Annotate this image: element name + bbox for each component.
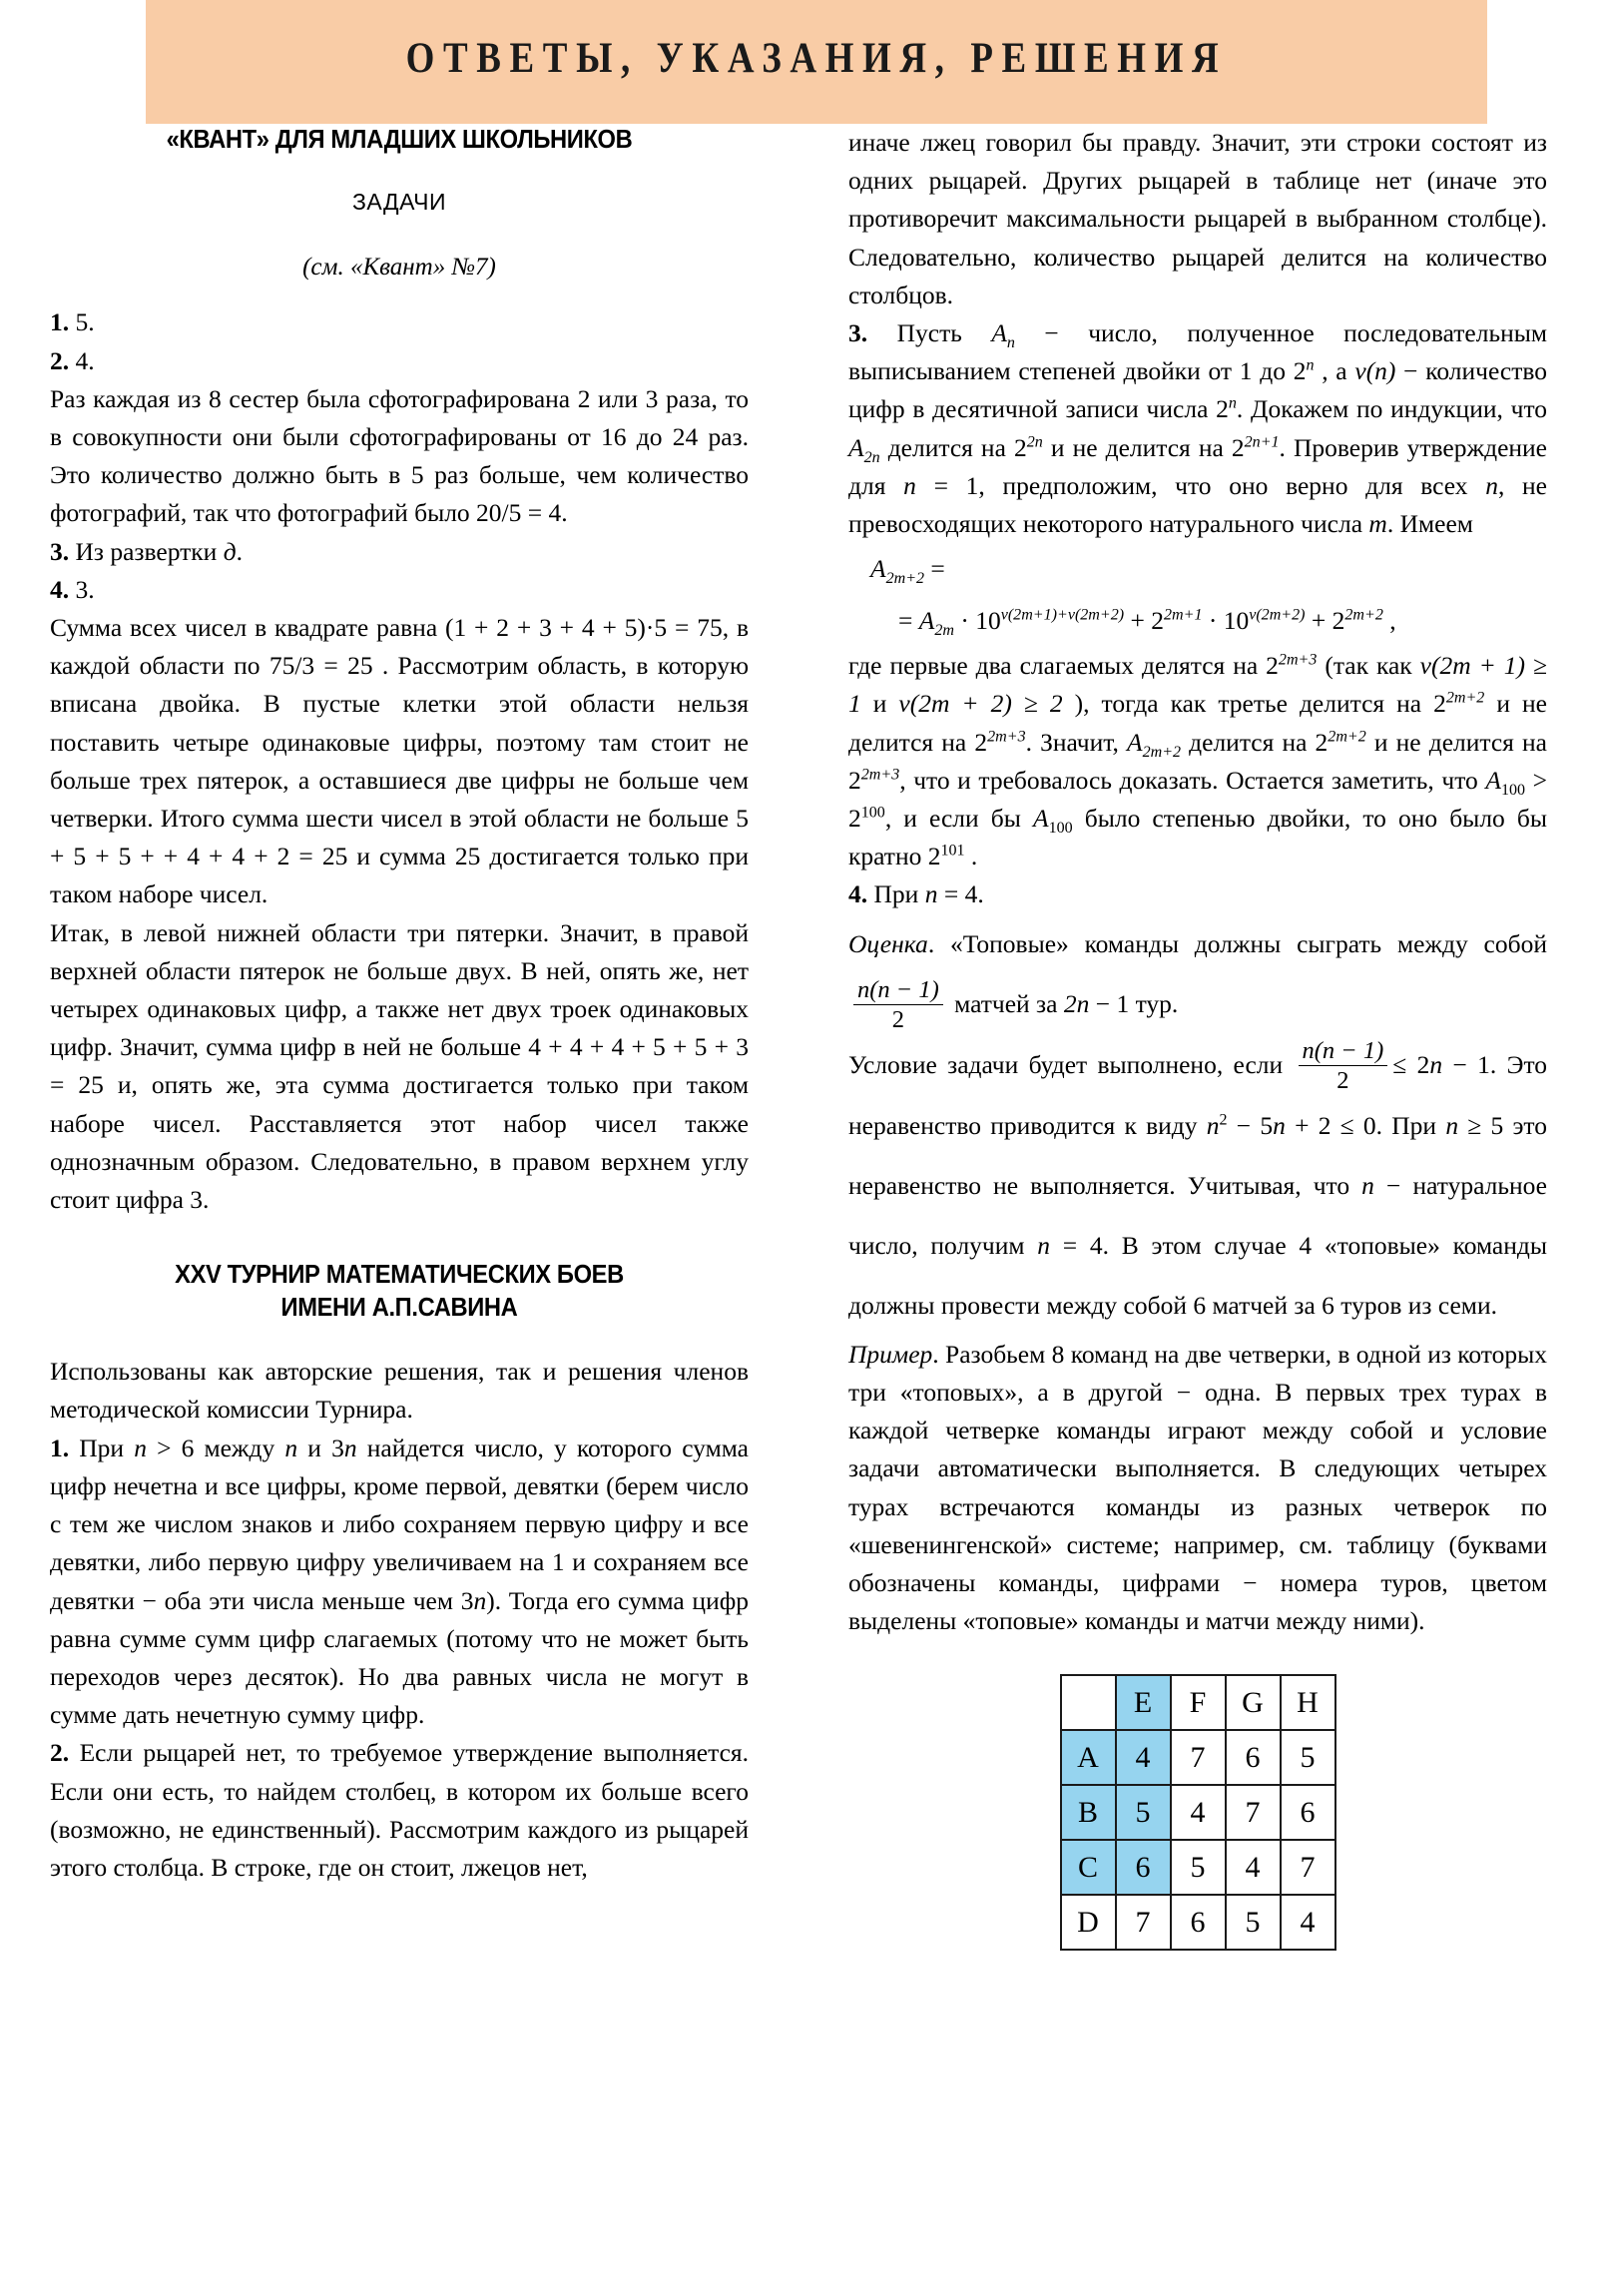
math-sub: n	[1006, 334, 1015, 352]
fraction-denominator: 2	[1299, 1065, 1388, 1094]
tournament-solution-3-cont	[848, 647, 1547, 875]
math-exp: 2m+3	[860, 766, 900, 784]
answer-italic-letter: д	[223, 536, 237, 566]
tournament-solution-3	[848, 314, 1547, 543]
math-nu: ν	[898, 689, 910, 719]
math-base: 2	[1216, 394, 1229, 424]
text-seg: . Значит,	[1025, 727, 1127, 757]
table-row-header-D: D	[1061, 1895, 1116, 1950]
schedule-table-wrap	[848, 1674, 1547, 1951]
section-heading-kvant: «КВАНТ» ДЛЯ МЛАДШИХ ШКОЛЬНИКОВ	[166, 126, 633, 154]
text-seg: и	[860, 689, 899, 719]
math-exp: 2	[1219, 1111, 1228, 1129]
right-column	[848, 124, 1547, 1951]
answer-number: 2.	[50, 345, 70, 375]
text-seg: ,	[1382, 606, 1396, 636]
math-exp: 100	[860, 804, 885, 822]
math-var: n	[1037, 1230, 1051, 1260]
math-var: A	[991, 318, 1007, 348]
table-cell: 4	[1171, 1785, 1226, 1840]
sub-heading-zadachi: ЗАДАЧИ	[352, 189, 446, 215]
table-row-header-B: B	[1061, 1785, 1116, 1840]
text-seg: . При	[1375, 1110, 1446, 1140]
text-seg: . Рассмотрим область, в которую вписана двойка. В пустые клетки этой области нельзя поставить четыре одинаковые цифры, поэтому там стоит не больше трех пятерок, а оставшиеся две цифры не больше чем четверки. Итого сумма шести чисел в этой области не больше 5 + 5 + 5 + + 4 + 4 + 2 = 25 и сумма 25 достигается только при таком наборе чисел.	[50, 651, 750, 909]
math-sub: 2m	[934, 622, 954, 640]
math-var: n	[903, 470, 916, 500]
answer-number: 2.	[50, 1738, 70, 1768]
math-sub: 2m+2	[1142, 743, 1182, 761]
issue-reference: (см. «Квант» №7)	[302, 254, 496, 282]
answer-item-2	[50, 342, 749, 380]
text-seg: найдется число, у которого сумма цифр нечетна и все цифры, кроме первой, девятки (берем число с тем же числом знаков и либо сохраняем первую цифру и все девятки, либо первую цифру увеличиваем на 1 и сохраняем все девятки − оба эти числа меньше чем 3	[50, 1433, 750, 1615]
text-seg: При	[867, 879, 925, 909]
answer-tail: .	[236, 536, 243, 566]
text-seg: и не делится на	[848, 689, 1547, 757]
math-exp: 2m+3	[987, 728, 1026, 746]
math-base: 2	[927, 842, 941, 871]
table-cell: 4	[1226, 1840, 1281, 1895]
math-exp: 101	[940, 842, 965, 860]
tournament-solution-1	[50, 1430, 749, 1735]
math-var: A	[848, 432, 864, 462]
table-corner-cell	[1061, 1675, 1116, 1730]
table-cell: 7	[1116, 1895, 1171, 1950]
math-sub: 2m+2	[885, 570, 925, 588]
text-seg: = 4. В этом случае 4 «топовые» команды должны провести между собой 6 матчей за 6 туров из семи.	[848, 1230, 1547, 1320]
fraction-2	[1299, 1037, 1388, 1095]
table-cell: 5	[1281, 1730, 1335, 1785]
text-seg: делится на	[1181, 727, 1316, 757]
solution-paragraph-2: Раз каждая из 8 сестер была сфотографирована 2 или 3 раза, то в совокупности они были сфотографированы от 16 до 24 раз. Это количество должно быть в 5 раз больше, чем количество фотографий, так что фотографий было 20/5 = 4.	[50, 383, 749, 528]
text-seg: и 3	[297, 1433, 344, 1462]
math-2n: 2n	[1063, 988, 1090, 1018]
answer-number: 1.	[50, 1433, 70, 1462]
tournament-solution-2	[50, 1734, 749, 1887]
table-cell: 5	[1226, 1895, 1281, 1950]
condition-paragraph	[848, 1035, 1547, 1336]
math-ineq: (2m + 2) ≥ 2	[909, 689, 1063, 719]
math-sub: 100	[1500, 781, 1526, 799]
text-seg: + 2	[1305, 606, 1345, 636]
tournament-solution-4	[848, 875, 1547, 913]
tournament-heading-line2: ИМЕНИ А.П.САВИНА	[280, 1294, 518, 1323]
table-cell: 6	[1281, 1785, 1335, 1840]
ocenka-label: Оценка	[848, 928, 928, 958]
text-seg: − число, полученное последовательным выписыванием степеней двойки от 1 до	[848, 318, 1548, 386]
text-seg: ). Тогда его сумма цифр равна сумме сумм цифр слагаемых (потому что не может быть переходов через десяток). Но два равных числа не могут в сумме дать нечетную сумму цифр.	[50, 1585, 749, 1730]
answer-text: 3.	[69, 574, 95, 604]
math-exp: 2n+1	[1244, 433, 1280, 451]
text-seg: . Имеем	[1386, 509, 1473, 539]
answer-item-4	[50, 571, 749, 609]
math-var: n	[924, 879, 938, 909]
table-cell: 5	[1116, 1785, 1171, 1840]
text-seg: · 10	[953, 606, 1001, 636]
text-seg: , а	[1314, 356, 1355, 386]
table-cell: 4	[1281, 1895, 1335, 1950]
math-var: A	[1485, 765, 1501, 795]
math-var: n	[1429, 1049, 1443, 1079]
math-nu: ν	[1419, 651, 1431, 681]
equation-line-1	[848, 543, 1547, 595]
math-var: n	[1206, 1110, 1220, 1140]
solution-paragraph-4a	[50, 609, 749, 914]
math-var: A	[1127, 727, 1143, 757]
text-seg: . «Топовые» команды должны сыграть между собой	[927, 928, 1547, 958]
math-var: n	[343, 1433, 357, 1462]
text-seg: где первые два слагаемых делятся на	[848, 651, 1267, 681]
continuation-paragraph: иначе лжец говорил бы правду. Значит, эти строки состоят из одних рыцарей. Других рыцарей в таблице нет (иначе это противоречит максимальности рыцарей в выбранном столбце). Следовательно, количество рыцарей делится на количество столбцов.	[848, 128, 1547, 309]
ocenka-paragraph	[848, 914, 1547, 1035]
math-var: n	[1445, 1110, 1459, 1140]
text-seg: (так как	[1317, 651, 1420, 681]
math-exp: ν(2m+1)+ν(2m+2)	[1000, 606, 1125, 624]
math-exp: 2m+3	[1278, 651, 1318, 669]
text-seg: − 1. Это неравенство приводится к виду	[848, 1049, 1548, 1140]
math-base: 2	[848, 765, 861, 795]
answer-number: 3.	[848, 318, 868, 348]
answer-text: 5.	[69, 307, 95, 337]
table-row	[1061, 1730, 1335, 1785]
answer-number: 3.	[50, 536, 70, 566]
table-row-header-C: C	[1061, 1840, 1116, 1895]
text-seg: делится на	[879, 432, 1014, 462]
text-seg: =	[898, 606, 919, 636]
table-row	[1061, 1785, 1335, 1840]
table-col-header-F: F	[1171, 1675, 1226, 1730]
schedule-table	[1060, 1674, 1336, 1951]
table-col-header-G: G	[1226, 1675, 1281, 1730]
text-seg: ), тогда как третье делится на	[1062, 689, 1434, 719]
math-nu: ν	[1354, 356, 1366, 386]
primer-paragraph	[848, 1336, 1547, 1641]
fraction-denominator: 2	[853, 1004, 943, 1033]
table-row	[1061, 1840, 1335, 1895]
text-seg: . Разобьем 8 команд на две четверки, в одной из которых три «топовых», а в другой − одна. В первых трех турах в каждой четверке команды играют между собой и условие задачи автоматически выполняется. В следующих четырех турах встречаются команды из разных четверок по «шевенингенской» системе; например, см. таблицу (буквами обозначены команды, цифрами − номера туров, цветом выделены «топовые» команды и матчи между ними).	[848, 1339, 1547, 1636]
math-exp: n	[1228, 394, 1237, 412]
tournament-heading-line1: XXV ТУРНИР МАТЕМАТИЧЕСКИХ БОЕВ	[175, 1261, 624, 1290]
text-seg: Условие задачи будет выполнено, если	[848, 1049, 1294, 1079]
answer-item-1	[50, 303, 749, 341]
math-exp: ν(2m+2)	[1249, 606, 1306, 624]
table-header-row	[1061, 1675, 1335, 1730]
math-base: 2	[974, 727, 988, 757]
table-cell: 6	[1226, 1730, 1281, 1785]
math-exp: 2m+2	[1344, 606, 1383, 624]
text-seg: Если рыцарей нет, то требуемое утверждение выполняется. Если они есть, то найдем столбец, в котором их больше всего (возможно, не единственный). Рассмотрим каждого из рыцарей этого столбца. В строке, где он стоит, лжецов нет,	[50, 1738, 749, 1882]
text-seg: .	[964, 842, 978, 871]
table-row	[1061, 1895, 1335, 1950]
text-seg: Сумма всех чисел в квадрате равна	[50, 613, 445, 643]
math-var: n	[1485, 470, 1498, 500]
table-cell: 6	[1171, 1895, 1226, 1950]
schedule-table-body	[1061, 1675, 1335, 1950]
text-seg: в каждой области по	[50, 613, 749, 681]
fraction-numerator: n(n − 1)	[857, 975, 939, 1003]
equation-line-2	[848, 595, 1547, 647]
math-base: 2	[1231, 432, 1245, 462]
text-seg: . Проверив утверждение для	[848, 432, 1548, 500]
math-exp: 2m+1	[1164, 606, 1203, 624]
table-cell: 5	[1171, 1840, 1226, 1895]
text-seg: , что и требовалось доказать. Остается заметить, что	[899, 765, 1486, 795]
text-seg: − 5	[1227, 1110, 1274, 1140]
text-seg: = 1, предположим, что оно верно для всех	[915, 470, 1486, 500]
fraction-1	[853, 976, 943, 1034]
math-ineq: (2m + 1) ≥ 1	[848, 651, 1547, 719]
math-var: A	[918, 606, 935, 636]
math-nu-arg: (n)	[1365, 356, 1396, 386]
text-seg: , не превосходящих некоторого натурального числа	[848, 470, 1547, 539]
text-seg: + 2 ≤ 0	[1285, 1110, 1376, 1140]
answer-number: 1.	[50, 307, 70, 337]
math-var: A	[870, 554, 886, 584]
answer-item-3	[50, 533, 749, 571]
table-cell: 7	[1226, 1785, 1281, 1840]
math-sub: 100	[1048, 820, 1073, 838]
math-base: 2	[1293, 356, 1307, 386]
math-var: n	[284, 1433, 298, 1462]
math-exp: 2n	[1026, 433, 1043, 451]
text-seg: =	[924, 554, 945, 584]
math-exp: n	[1306, 356, 1315, 374]
text-seg: это неравенство не выполняется. Учитывая, что	[848, 1110, 1547, 1200]
math-exp: 2m+2	[1445, 689, 1485, 707]
math-var: m	[1368, 509, 1387, 539]
text-seg: матчей за	[947, 988, 1064, 1018]
table-col-header-H: H	[1281, 1675, 1335, 1730]
text-seg: − 1 тур.	[1089, 988, 1179, 1018]
table-col-header-E: E	[1116, 1675, 1171, 1730]
answer-number: 4.	[50, 574, 70, 604]
math-var: n	[134, 1433, 147, 1462]
math-base: 2	[1433, 689, 1446, 719]
math-var: n	[1273, 1110, 1286, 1140]
page-banner	[146, 0, 1487, 124]
text-seg: ≤ 2	[1392, 1049, 1430, 1079]
text-seg: >	[1525, 765, 1547, 795]
table-cell: 6	[1116, 1840, 1171, 1895]
answer-text: 4.	[69, 345, 95, 375]
text-seg: При	[69, 1433, 135, 1462]
math-base: 2	[1266, 651, 1279, 681]
table-row-header-A: A	[1061, 1730, 1116, 1785]
page-title: ОТВЕТЫ, УКАЗАНИЯ, РЕШЕНИЯ	[405, 35, 1228, 82]
text-seg: = 4.	[937, 879, 984, 909]
text-seg: было степенью двойки, то оно было бы кратно	[848, 804, 1547, 871]
left-column	[50, 124, 749, 1887]
text-seg: − натуральное число, получим	[848, 1170, 1547, 1260]
math-exp: 2m+2	[1328, 728, 1366, 746]
display-equation	[848, 543, 1547, 647]
text-seg: − количество цифр в десятичной записи числа	[848, 356, 1547, 424]
text-seg: · 10	[1202, 606, 1250, 636]
text-seg: . Докажем по индукции, что	[1236, 394, 1547, 424]
answer-text: Из развертки	[69, 536, 224, 566]
equation-inline-1: (1 + 2 + 3 + 4 + 5)·5 = 75,	[444, 613, 730, 643]
math-var: n	[473, 1585, 487, 1615]
math-base: 2	[1315, 727, 1329, 757]
text-seg: ≥ 5	[1458, 1110, 1504, 1140]
math-var: n	[1361, 1170, 1374, 1200]
fraction-numerator: n(n − 1)	[1302, 1036, 1384, 1064]
math-sub: 2n	[863, 448, 880, 466]
text-seg: , и если бы	[884, 804, 1033, 834]
table-cell: 7	[1281, 1840, 1335, 1895]
math-var: A	[1032, 804, 1049, 834]
table-cell: 4	[1116, 1730, 1171, 1785]
primer-label: Пример	[848, 1339, 933, 1369]
math-base: 2	[1013, 432, 1027, 462]
text-seg: Пусть	[867, 318, 992, 348]
text-seg: и не делится на	[1042, 432, 1232, 462]
text-seg: и не делится на	[1365, 727, 1547, 757]
table-cell: 7	[1171, 1730, 1226, 1785]
math-base: 2	[848, 804, 861, 834]
equation-inline-2: 75/3 = 25	[268, 651, 373, 681]
text-seg: + 2	[1124, 606, 1164, 636]
text-seg: > 6 между	[146, 1433, 285, 1462]
tournament-intro: Использованы как авторские решения, так и решения членов методической комиссии Турнира.	[50, 1357, 749, 1425]
solution-paragraph-4b: Итак, в левой нижней области три пятерки. Значит, в правой верхней области пятерок не больше двух. В ней, опять же, нет четырех одинаковых цифр, а также нет двух троек одинаковых цифр. Значит, сумма цифр в ней не больше 4 + 4 + 4 + 5 + 5 + 3 = 25 и, опять же, эта сумма достигается только при таком наборе чисел. Расставляется этот набор чисел также однозначным образом. Следовательно, в правом верхнем углу стоит цифра 3.	[50, 917, 749, 1215]
answer-number: 4.	[848, 879, 868, 909]
